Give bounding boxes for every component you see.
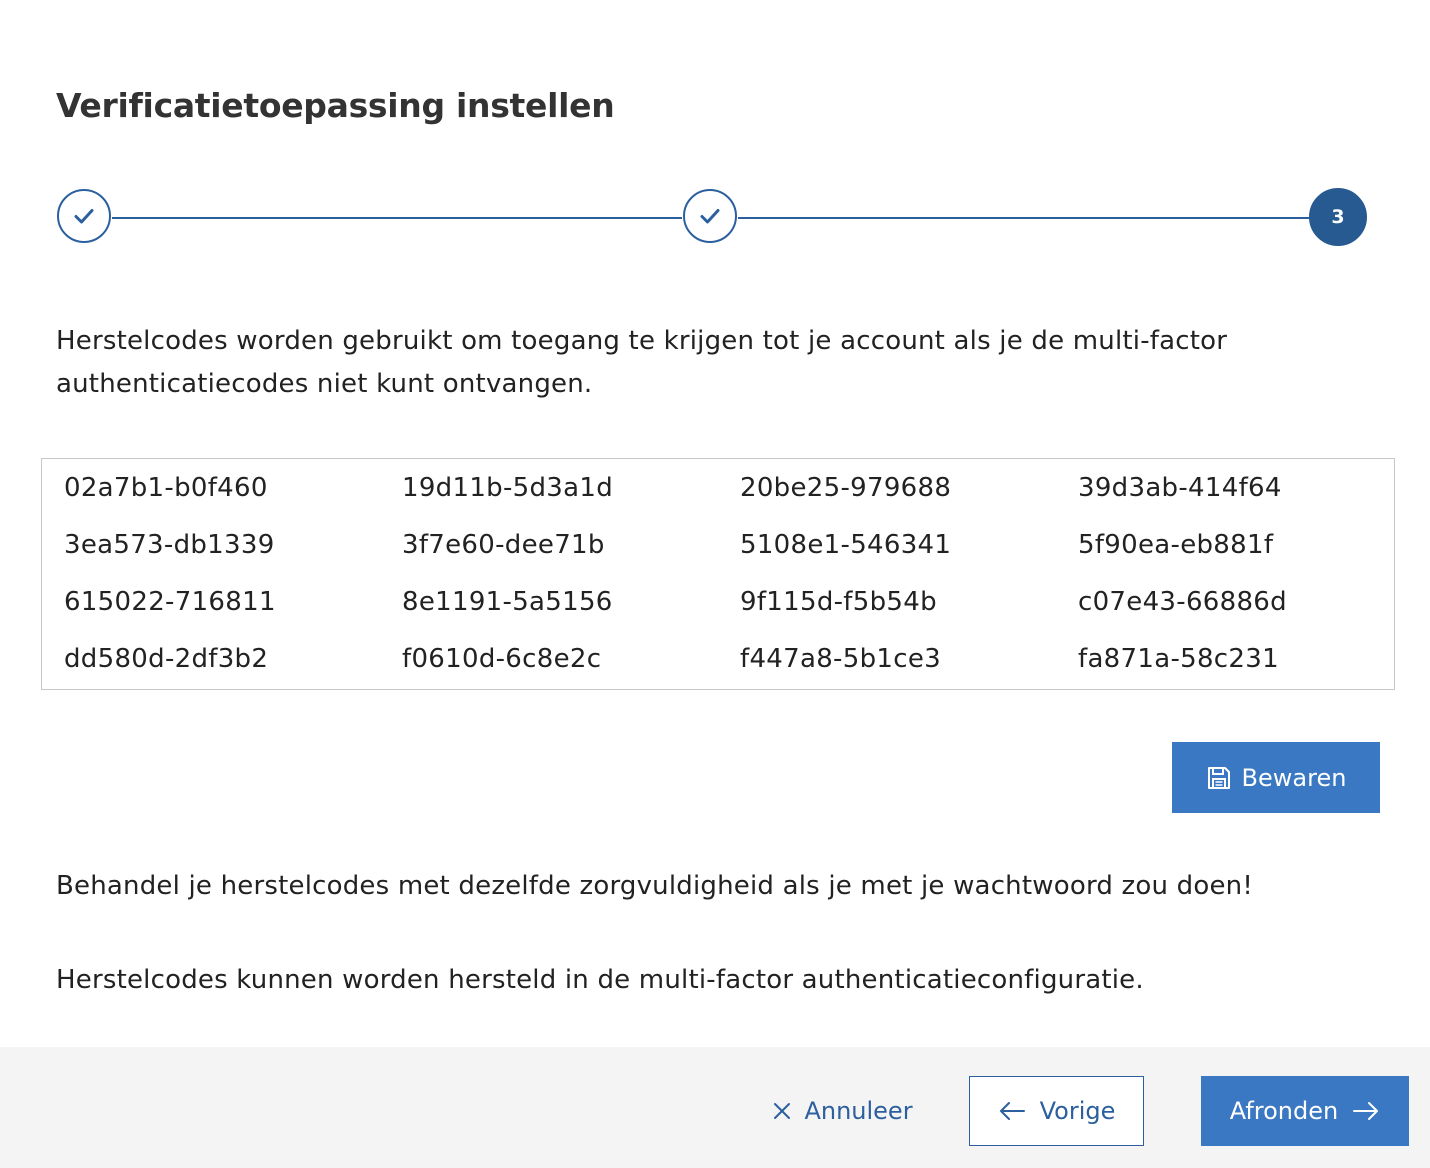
codes-row xyxy=(64,468,1416,508)
recovery-code: 20be25-979688 xyxy=(740,473,952,503)
previous-button[interactable] xyxy=(969,1076,1144,1146)
step-1-completed xyxy=(57,189,111,243)
check-icon xyxy=(697,203,723,229)
stepper-connector xyxy=(738,217,1310,219)
step-2-completed xyxy=(683,189,737,243)
recovery-codes-box xyxy=(41,458,1395,690)
floppy-disk-icon xyxy=(1206,765,1232,791)
cancel-button-label: Annuleer xyxy=(804,1097,913,1125)
finish-button-label: Afronden xyxy=(1229,1097,1339,1125)
codes-row xyxy=(64,639,1416,679)
step-number: 3 xyxy=(1331,206,1345,228)
recovery-code: 8e1191-5a5156 xyxy=(402,587,613,617)
arrow-left-icon xyxy=(998,1100,1026,1122)
recovery-code: dd580d-2df3b2 xyxy=(64,644,269,674)
check-icon xyxy=(71,203,97,229)
recovery-code: 3ea573-db1339 xyxy=(64,530,275,560)
save-button-label: Bewaren xyxy=(1241,763,1347,792)
recovery-code: c07e43-66886d xyxy=(1078,587,1287,617)
intro-text: Herstelcodes worden gebruikt om toegang te krijgen tot je account als je de multi-factor authenticatiecodes niet kunt ontvangen. xyxy=(56,326,1228,399)
recovery-code: f447a8-5b1ce3 xyxy=(740,644,941,674)
cancel-button[interactable] xyxy=(760,1077,925,1145)
step-3-current xyxy=(1309,188,1367,246)
previous-button-label: Vorige xyxy=(1039,1097,1116,1125)
arrow-right-icon xyxy=(1352,1100,1380,1122)
recovery-code: 5108e1-546341 xyxy=(740,530,952,560)
recovery-code: 19d11b-5d3a1d xyxy=(402,473,614,503)
codes-row xyxy=(64,525,1416,565)
recovery-code: 615022-716811 xyxy=(64,587,276,617)
progress-stepper xyxy=(56,189,1366,249)
dialog-footer xyxy=(0,1047,1430,1168)
recovery-code: 39d3ab-414f64 xyxy=(1078,473,1282,503)
stepper-connector xyxy=(112,217,682,219)
recovery-code: fa871a-58c231 xyxy=(1078,644,1279,674)
recovery-code: 5f90ea-eb881f xyxy=(1078,530,1274,560)
codes-row xyxy=(64,582,1416,622)
save-codes-button[interactable] xyxy=(1172,742,1380,813)
recovery-code: 9f115d-f5b54b xyxy=(740,587,937,617)
care-note: Behandel je herstelcodes met dezelfde zorgvuldigheid als je met je wachtwoord zou doen! xyxy=(56,871,1253,901)
recovery-code: f0610d-6c8e2c xyxy=(402,644,602,674)
finish-button[interactable] xyxy=(1201,1076,1409,1146)
restore-note: Herstelcodes kunnen worden hersteld in de multi-factor authenticatieconfiguratie. xyxy=(56,965,1144,995)
close-icon xyxy=(772,1101,792,1121)
recovery-code: 02a7b1-b0f460 xyxy=(64,473,268,503)
dialog-title: Verificatietoepassing instellen xyxy=(56,86,615,125)
recovery-code: 3f7e60-dee71b xyxy=(402,530,605,560)
